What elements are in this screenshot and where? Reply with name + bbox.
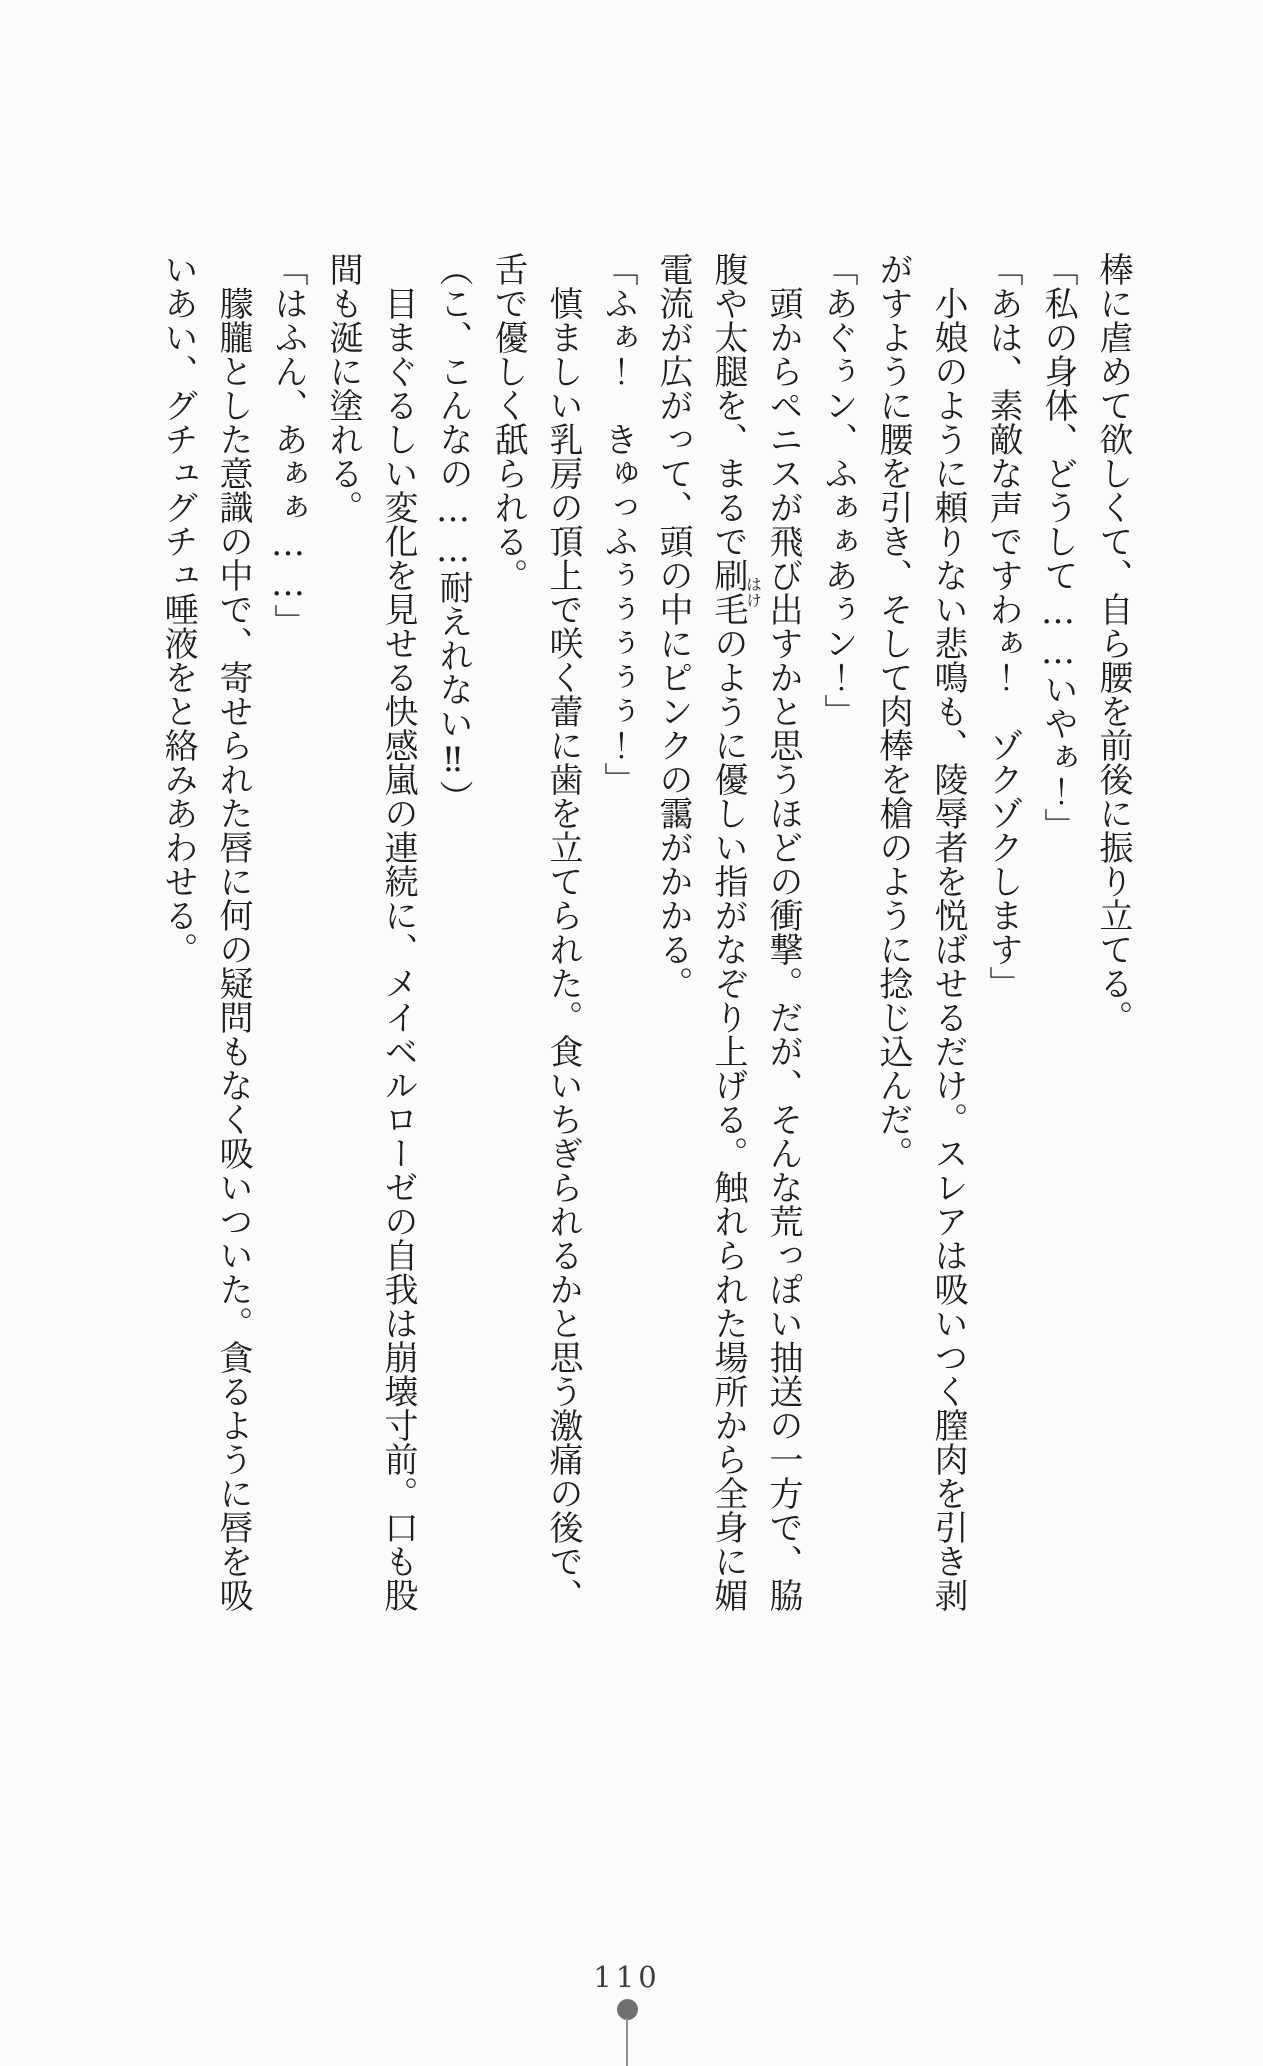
- ruby-pre-text: 頭からペニスが飛び出すかと思うほどの衝撃。だが、そんな荒っぽい抽送の一方で、脇腹や太腿を、まるで: [708, 252, 803, 1612]
- paragraph-narrative: 朦朧とした意識の中で、寄せられた唇に何の疑問もなく吸いついた。貪るように唇を吸いあい、グチュグチュ唾液をと絡みあわせる。: [158, 252, 253, 1612]
- paragraph-dialogue: 「はふん、あぁぁ……」: [268, 252, 308, 638]
- ruby-post-text: のように優しい指がなぞり上げる。触れられた場所から全身に媚電流が広がって、頭の中にピンクの靄がかかる。: [653, 252, 748, 1612]
- paragraph-dialogue: 「ふぁ！ きゅっふぅぅぅぅぅ！」: [598, 252, 638, 796]
- paragraph-narrative: 小娘のように頼りない悲鳴も、陵辱者を悦ばせるだけ。スレアは吸いつく膣肉を引き剥がすように腰を引き、そして肉棒を槍のように捻じ込んだ。: [873, 252, 968, 1612]
- ruby-furigana: はけ: [743, 558, 763, 626]
- page-number: 110: [593, 1960, 661, 1994]
- paragraph-dialogue: 「あは、素敵な声ですわぁ！ ゾクゾクします」: [983, 252, 1023, 1000]
- paragraph-dialogue: 「あぐぅン、ふぁぁあぅン！」: [818, 252, 858, 728]
- ruby-annotation: [708, 558, 763, 626]
- paragraph-continuation: 棒に虐めて欲しくて、自ら腰を前後に振り立てる。: [1093, 252, 1133, 1034]
- paragraph-thought: （こ、こんなの……耐えれない‼）: [433, 252, 473, 814]
- paragraph-narrative: 目まぐるしい変化を見せる快感嵐の連続に、メイベルローゼの自我は崩壊寸前。口も股間も涎に塗れる。: [323, 252, 418, 1612]
- footer-marker-dot-icon: [617, 1999, 638, 2020]
- vertical-text-block: [150, 252, 1140, 1644]
- paragraph-dialogue: 「私の身体、どうして……いやぁ！」: [1038, 252, 1078, 842]
- footer-marker-line: [626, 2018, 628, 2066]
- paragraph-narrative: 慎ましい乳房の頂上で咲く蕾に歯を立てられた。食いちぎられるかと思う激痛の後で、舌で優しく舐られる。: [488, 252, 583, 1612]
- ruby-base: 刷毛: [708, 558, 748, 626]
- paragraph-narrative-with-ruby: [645, 252, 810, 1644]
